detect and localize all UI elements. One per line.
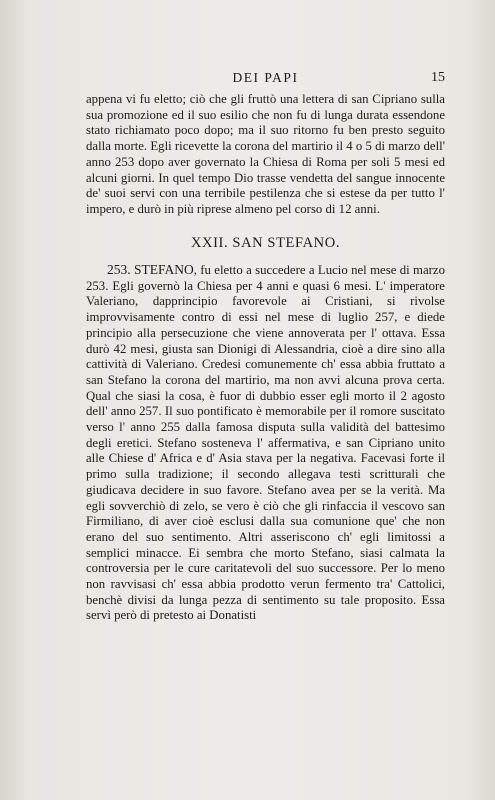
running-title: DEI PAPI [232, 70, 299, 85]
paragraph-text [86, 262, 445, 624]
page-header [86, 70, 445, 90]
section-paragraph [86, 262, 445, 624]
paragraph-text: appena vi fu eletto; ciò che gli fruttò una lettera di san Cipriano sulla sua promozione ed il suo esilio che non fu di lunga durata essendone stato richiamato poco dopo; ma il suo ritorno fu ben presto seguito dalla morte. Egli ricevette la corona del martirio il 4 o 5 di marzo dell' anno 253 dopo aver governato la Chiesa di Roma per soli 5 mesi ed alcuni giorni. In quel tempo Dio trasse vendetta del sangue innocente de' suoi servi con una terribile pestilenza che si estese da per tutto l' impero, e durò in più riprese almeno pel corso di 12 anni. [86, 92, 445, 216]
pope-name: STEFANO [133, 262, 194, 277]
paragraph-body: , fu eletto a succedere a Lucio nel mese di marzo 253. Egli governò la Chiesa per 4 anni e quasi 6 mesi. L' imperatore Valeriano, dapprincipio favorevole ai Cristiani, si rivolse improvvisamente contro di essi nel mese di luglio 257, e diede principio alla persecuzione che viene annoverata per l' ottava. Essa durò 42 mesi, giusta san Dionigi di Alessandria, cioè a dire sino alla cattività di Valeriano. Credesi comunemente ch' essa abbia fruttato a san Stefano la corona del martirio, ma non avvi alcuna prova certa. Qual che siasi la cosa, è fuor di dubbio esser egli morto il 2 agosto dell' anno 257. Il suo pontificato è memorabile per il romore suscitato verso l' anno 255 dalla famosa disputa sulla validità del battesimo degli eretici. Stefano sosteneva l' affermativa, e san Cipriano unito alle Chiese d' Africa e d' Asia stava per la negativa. Facevasi forte il primo sulla tradizione; il secondo allegava testi scritturali che giudicava decidere in suo favore. Stefano avea per se la verità. Ma egli sovverchiò di zelo, se vero è ciò che gli rinfaccia il vescovo san Firmiliano, di aver cioè esclusi dalla sua comunione que' che non erano del suo sentimento. Altri asseriscono ch' egli limitossi a semplici minacce. Ei sembra che morto Stefano, siasi calmata la controversia per le cure caritatevoli del suo successore. Per lo meno non ravvisasi ch' essa abbia prodotto verun fermento tra' Cattolici, benchè divisi da lunga pezza di sentimento su tale proposito. Essa servì però di pretesto ai Donatisti [86, 263, 446, 623]
page-number: 15 [431, 70, 445, 85]
section-heading: XXII. SAN STEFANO. [190, 235, 341, 251]
continued-paragraph [86, 92, 445, 218]
paragraph-number: 253. [107, 262, 131, 277]
